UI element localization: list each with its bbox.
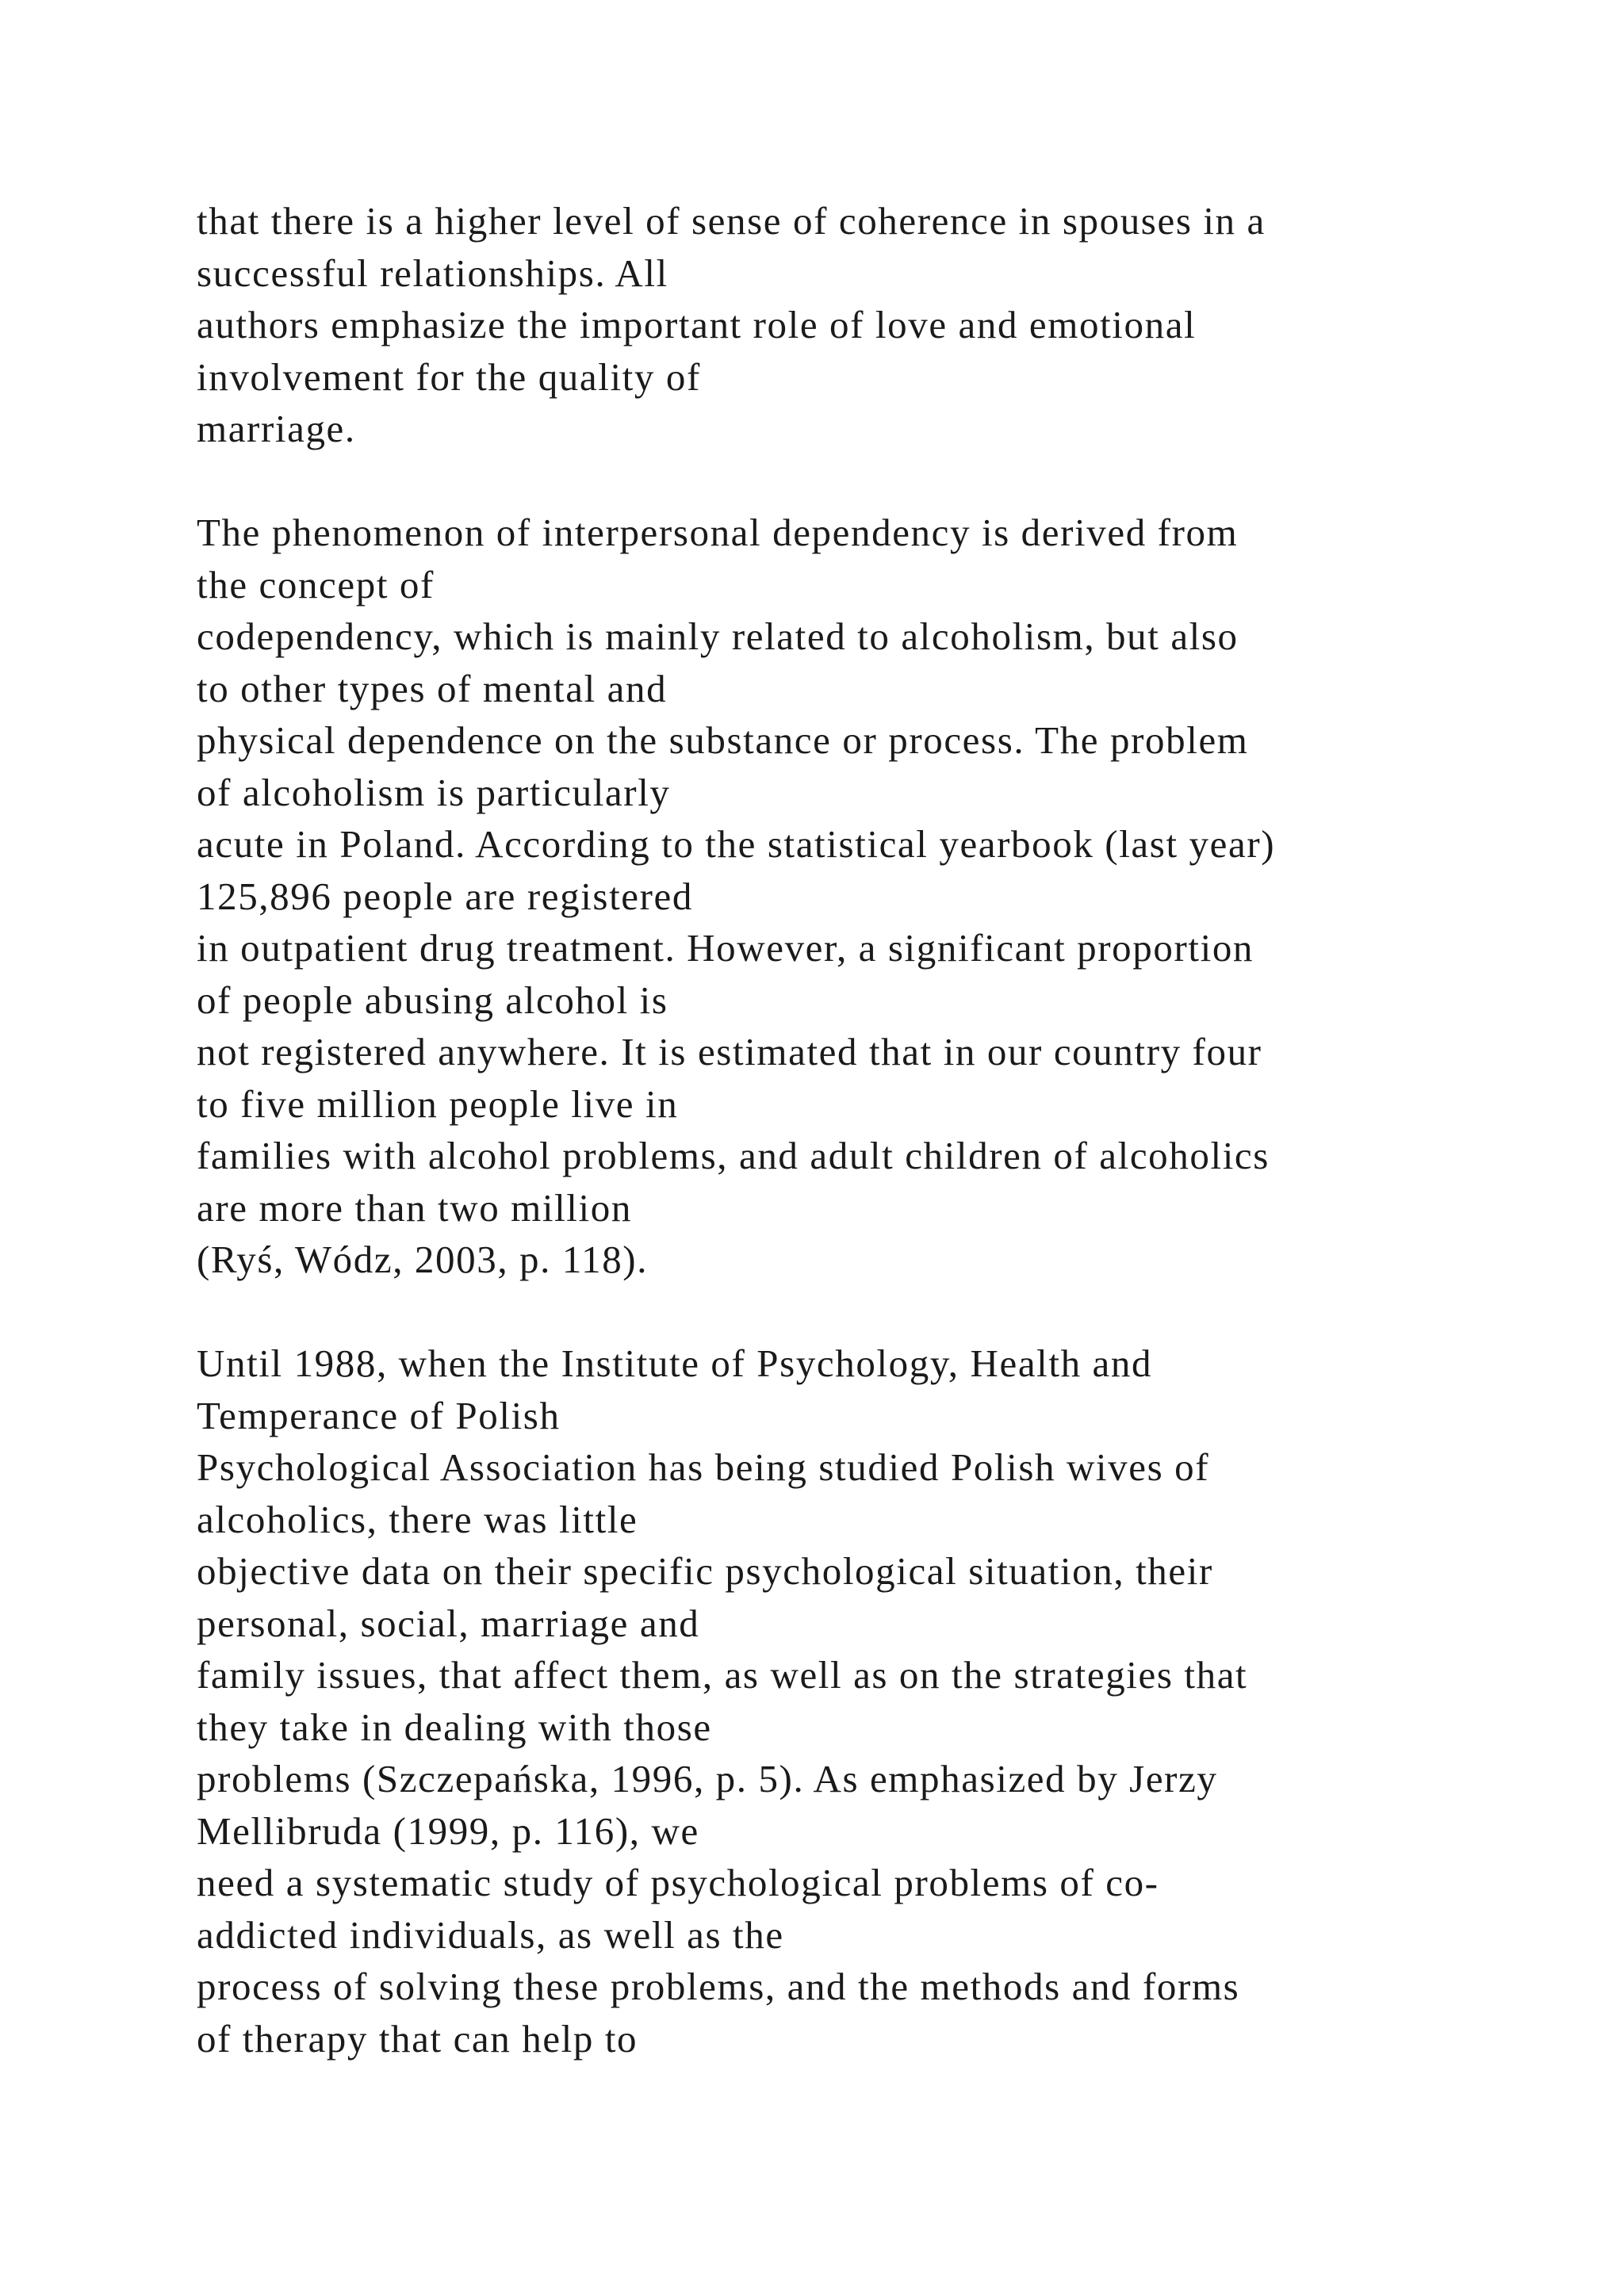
text-line: personal, social, marriage and: [197, 1601, 700, 1645]
text-line: in outpatient drug treatment. However, a significant proportion: [197, 926, 1254, 970]
text-line: objective data on their specific psychological situation, their: [197, 1549, 1213, 1593]
text-line: not registered anywhere. It is estimated that in our country four: [197, 1030, 1262, 1073]
text-line: addicted individuals, as well as the: [197, 1912, 784, 1957]
text-line: of alcoholism is particularly: [197, 770, 671, 814]
text-line: codependency, which is mainly related to alcoholism, but also: [197, 614, 1239, 658]
text-line: of therapy that can help to: [197, 2016, 638, 2061]
paragraph-2: [197, 507, 1592, 1286]
text-line: acute in Poland. According to the statistical yearbook (last year): [197, 822, 1276, 866]
text-line: (Ryś, Wódz, 2003, p. 118).: [197, 1238, 649, 1281]
text-line: to five million people live in: [197, 1081, 679, 1126]
text-line: the concept of: [197, 562, 435, 607]
text-line: need a systematic study of psychological problems of co-: [197, 1861, 1159, 1904]
text-line: Psychological Association has being studied Polish wives of: [197, 1445, 1210, 1489]
text-line: involvement for the quality of: [197, 354, 701, 399]
paragraph-spacer: [197, 1286, 1592, 1338]
text-line: families with alcohol problems, and adult children of alcoholics: [197, 1134, 1270, 1177]
text-line: they take in dealing with those: [197, 1705, 712, 1749]
text-line: Until 1988, when the Institute of Psychology, Health and: [197, 1341, 1153, 1385]
text-line: of people abusing alcohol is: [197, 978, 668, 1022]
text-line: marriage.: [197, 407, 356, 450]
text-line: are more than two million: [197, 1185, 632, 1230]
text-line: family issues, that affect them, as well as on the strategies that: [197, 1653, 1248, 1697]
paragraph-1: [197, 195, 1592, 455]
paragraph-spacer: [197, 455, 1592, 507]
paragraph-3: [197, 1337, 1592, 2064]
text-line: authors emphasize the important role of love and emotional: [197, 303, 1197, 346]
text-line: alcoholics, there was little: [197, 1497, 638, 1541]
text-line: The phenomenon of interpersonal dependency is derived from: [197, 511, 1239, 554]
document-body: [197, 195, 1592, 2064]
text-line: 125,896 people are registered: [197, 874, 694, 918]
text-line: that there is a higher level of sense of coherence in spouses in a: [197, 199, 1266, 243]
text-line: to other types of mental and: [197, 666, 668, 710]
text-line: Temperance of Polish: [197, 1393, 561, 1437]
text-line: process of solving these problems, and the methods and forms: [197, 1965, 1240, 2008]
text-line: Mellibruda (1999, p. 116), we: [197, 1808, 699, 1853]
text-line: physical dependence on the substance or process. The problem: [197, 718, 1249, 762]
text-line: problems (Szczepańska, 1996, p. 5). As emphasized by Jerzy: [197, 1757, 1218, 1800]
text-line: successful relationships. All: [197, 251, 668, 295]
